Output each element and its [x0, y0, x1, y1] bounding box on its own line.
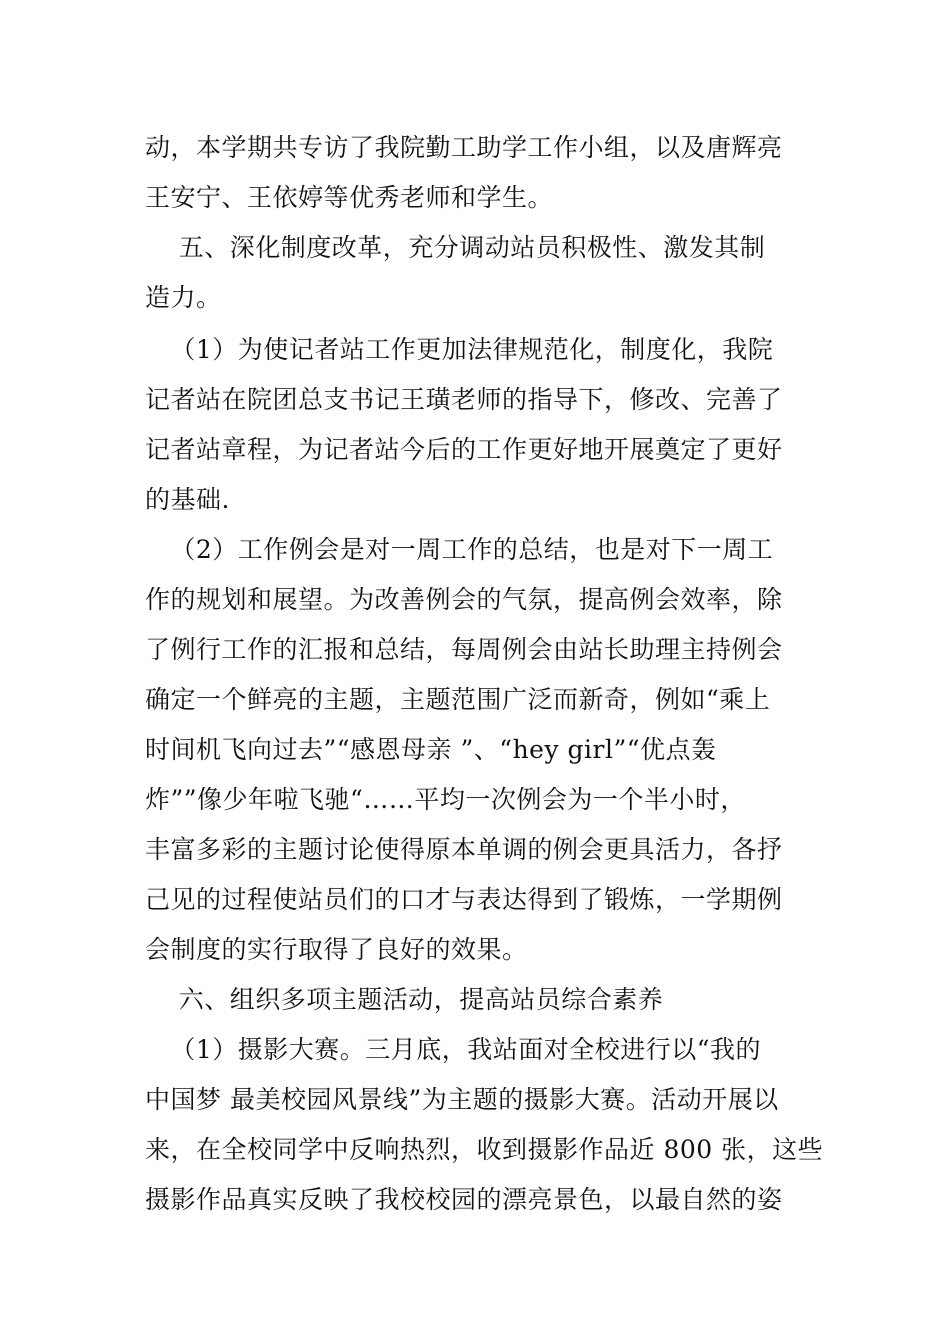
text-line: 记者站在院团总支书记王璜老师的指导下，修改、完善了: [145, 385, 783, 414]
text-line: 记者站章程，为记者站今后的工作更好地开展奠定了更好: [145, 435, 783, 464]
section-heading: 六、组织多项主题活动，提高站员综合素养: [145, 985, 664, 1014]
text-line: 丰富多彩的主题讨论使得原本单调的例会更具活力，各抒: [145, 835, 783, 864]
text-line: 摄影作品真实反映了我校校园的漂亮景色，以最自然的姿: [145, 1185, 783, 1214]
text-line: 炸””像少年啦飞驰“……平均一次例会为一个半小时，: [145, 785, 746, 814]
text-line: （1）摄影大赛。三月底，我站面对全校进行以“我的: [145, 1035, 762, 1064]
text-line: 王安宁、王依婷等优秀老师和学生。: [145, 183, 554, 212]
text-line: 动，本学期共专访了我院勤工助学工作小组，以及唐辉亮: [145, 133, 783, 162]
text-line: 中国梦 最美校园风景线”为主题的摄影大赛。活动开展以: [145, 1085, 779, 1114]
text-line: 造力。: [145, 283, 222, 312]
text-line: （1）为使记者站工作更加法律规范化，制度化，我院: [145, 335, 774, 364]
text-line: 来，在全校同学中反响热烈，收到摄影作品近 800 张，这些: [145, 1135, 824, 1164]
text-line: 的基础.: [145, 485, 230, 514]
text-line: （2）工作例会是对一周工作的总结，也是对下一周工: [145, 535, 774, 564]
text-line: 作的规划和展望。为改善例会的气氛，提高例会效率，除: [145, 585, 783, 614]
text-line: 己见的过程使站员们的口才与表达得到了锻炼，一学期例: [145, 885, 783, 914]
section-heading: 五、深化制度改革，充分调动站员积极性、激发其制: [145, 233, 766, 262]
text-line: 确定一个鲜亮的主题，主题范围广泛而新奇，例如“乘上: [145, 685, 771, 714]
text-line: 会制度的实行取得了良好的效果。: [145, 935, 528, 964]
text-line: 了例行工作的汇报和总结，每周例会由站长助理主持例会: [145, 635, 783, 664]
text-line: 时间机飞向过去”“感恩母亲 ”、“hey girl”“优点轰: [145, 735, 717, 764]
